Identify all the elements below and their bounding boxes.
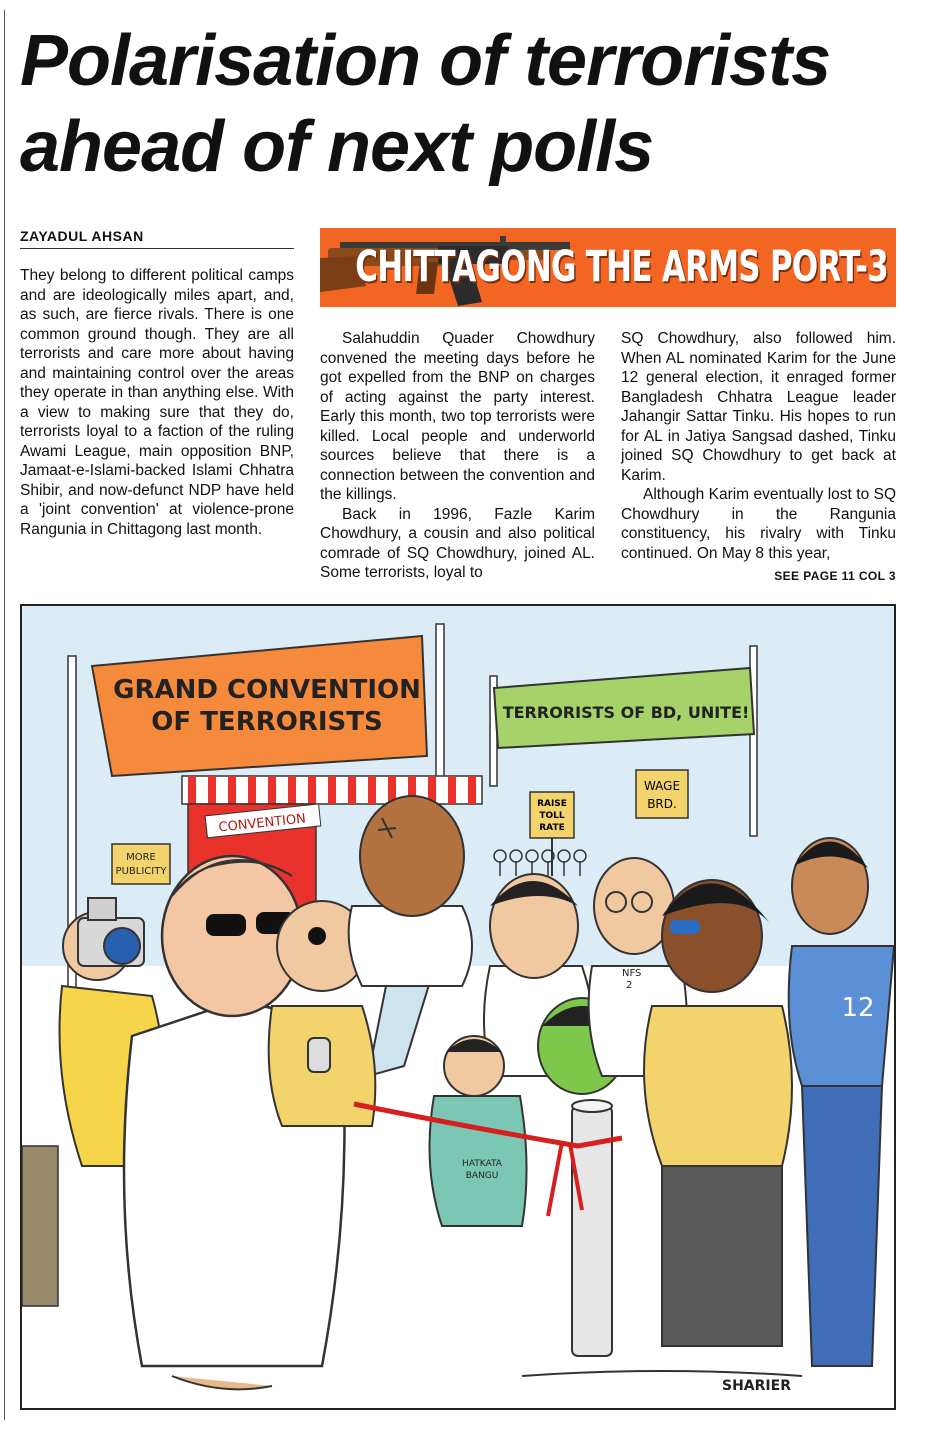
shirt-badge-number: 2 bbox=[626, 980, 633, 991]
cartoonist-signature: SHARIER bbox=[722, 1378, 791, 1394]
headline bbox=[20, 18, 910, 190]
banner-unite-text: TERRORISTS OF BD, UNITE! bbox=[502, 703, 750, 722]
left-column-rule bbox=[4, 10, 5, 1420]
article-column-3 bbox=[621, 329, 896, 563]
editorial-cartoon bbox=[20, 604, 896, 1410]
placard-more-publicity-line-2: PUBLICITY bbox=[115, 866, 167, 877]
placard-raise-toll-line-3: RATE bbox=[539, 823, 565, 833]
placard-more-publicity bbox=[112, 844, 170, 884]
headline-line-1: Polarisation of terrorists bbox=[20, 21, 831, 101]
cartoon-illustration bbox=[22, 606, 894, 1408]
placard-wage-board-line-1: WAGE bbox=[643, 779, 681, 793]
article-paragraph: They belong to different political camps and are ideologically miles apart, and, as such, are fierce rivals. There is one common ground though. They are all terrorists and care more about having and maintaining control over the areas they operate in than anything else. With a view to making sure that they do, terrorists loyal to a faction of the ruling Awami League, main opposition BNP, Jamaat-e-Islami-backed Islami Chhatra Shibir, and now-defunct NDP have held a 'joint convention' at violence-prone Rangunia in Chittagong last month. bbox=[20, 267, 294, 538]
article-column-1 bbox=[20, 266, 294, 539]
article-paragraph: Salahuddin Quader Chowdhury convened the meeting days before he got expelled from the BNP on charges of acting against the party interest. Early this month, two top terrorists were killed. Local people and underworld sources believe that there is a connection between the convention and the killings. bbox=[320, 330, 595, 503]
article-paragraph: Back in 1996, Fazle Karim Chowdhury, a cousin and also political comrade of SQ Chowdhury, joined AL. Some terrorists, loyal to bbox=[320, 505, 595, 581]
headline-line-2: ahead of next polls bbox=[20, 107, 654, 187]
series-banner-title: CHITTAGONG THE ARMS PORT-3 bbox=[355, 242, 888, 292]
placard-more-publicity-line-1: MORE bbox=[126, 852, 156, 863]
shirt-bangu-line-2: BANGU bbox=[465, 1171, 499, 1181]
banner-grand-convention-line-2: OF TERRORISTS bbox=[151, 707, 383, 737]
byline: ZAYADUL AHSAN bbox=[20, 228, 294, 249]
series-banner bbox=[320, 228, 896, 307]
article-column-2 bbox=[320, 329, 595, 583]
continuation-jump[interactable]: SEE PAGE 11 COL 3 bbox=[774, 569, 896, 583]
placard-raise-toll-line-2: TOLL bbox=[539, 811, 565, 821]
article-paragraph: SQ Chowdhury, also followed him. When AL nominated Karim for the June 12 general election, it enraged former Bangladesh Chhatra League leader Jahangir Sattar Tinku. His hopes to run for AL in Jatiya Sangsad dashed, Tinku joined SQ Chowdhury to get back at Karim. bbox=[621, 330, 896, 484]
placard-raise-toll-line-1: RAISE bbox=[537, 799, 567, 809]
jersey-number: 12 bbox=[841, 993, 875, 1023]
shirt-badge-label: NFS bbox=[622, 968, 642, 979]
placard-wage-board-line-2: BRD. bbox=[647, 797, 677, 811]
shirt-bangu-line-1: HATKATA bbox=[462, 1159, 502, 1169]
article-paragraph: Although Karim eventually lost to SQ Chowdhury in the Rangunia constituency, his rivalry with Tinku continued. On May 8 this year, bbox=[621, 486, 896, 562]
stall-sign: CONVENTION bbox=[217, 811, 307, 836]
banner-grand-convention-line-1: GRAND CONVENTION bbox=[113, 675, 421, 705]
